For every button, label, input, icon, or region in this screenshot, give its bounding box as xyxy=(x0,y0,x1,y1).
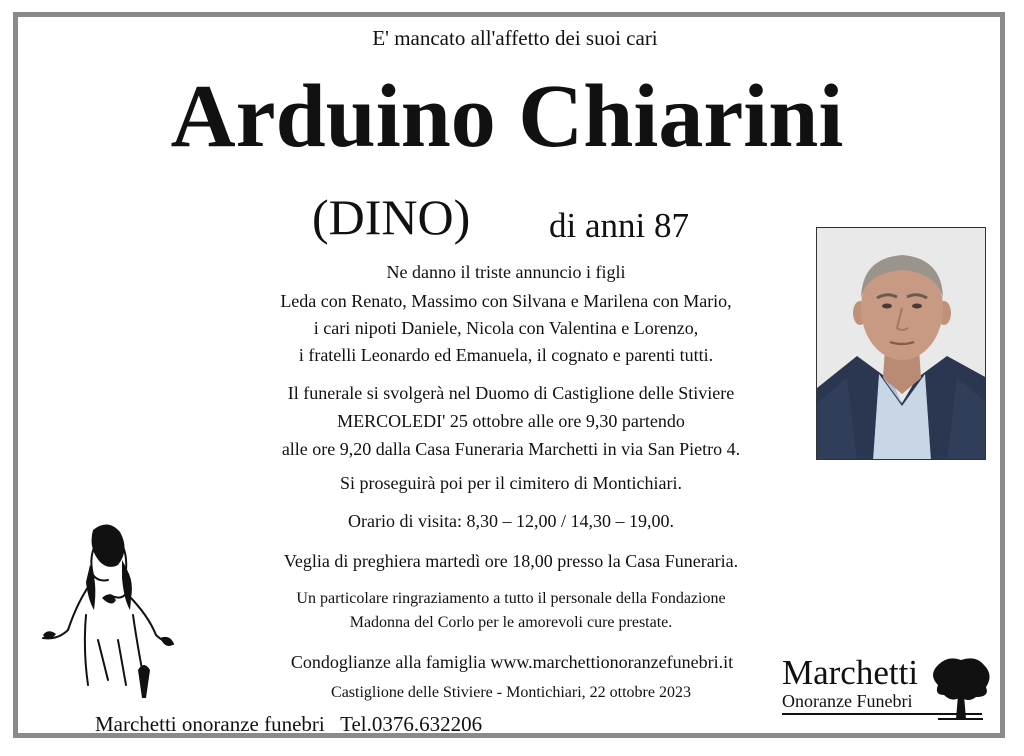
footer-contact: Marchetti onoranze funebri Tel.0376.632206 xyxy=(95,712,483,736)
cemetery-line: Si proseguirà poi per il cimitero di Montichiari. xyxy=(340,473,682,493)
logo-name: Marchetti xyxy=(782,653,919,692)
place-date: Castiglione delle Stiviere - Montichiari, 22 ottobre 2023 xyxy=(331,684,691,701)
thanks-line: Un particolare ringraziamento a tutto il personale della Fondazione xyxy=(296,590,726,607)
condolences-line: Condoglianze alla famiglia www.marchettionoranzefunebri.it xyxy=(290,652,734,672)
family-line: Leda con Renato, Massimo con Silvana e Marilena con Mario, xyxy=(280,291,732,311)
deceased-name: Arduino Chiarini xyxy=(170,67,844,166)
vigil-line: Veglia di preghiera martedì ore 18,00 presso la Casa Funeraria. xyxy=(283,551,739,571)
funeral-line: Il funerale si svolgerà nel Duomo di Castiglione delle Stiviere xyxy=(287,383,735,403)
thanks-line: Madonna del Corlo per le amorevoli cure prestate. xyxy=(349,614,673,631)
family-line: i cari nipoti Daniele, Nicola con Valentina e Lorenzo, xyxy=(313,318,699,338)
family-line: Ne danno il triste annuncio i figli xyxy=(386,262,626,282)
deceased-nickname: (DINO) xyxy=(312,189,471,245)
logo-tagline: Onoranze Funebri xyxy=(782,691,913,711)
visiting-hours: Orario di visita: 8,30 – 12,00 / 14,30 – 19,00. xyxy=(348,511,674,531)
tree-icon xyxy=(928,655,993,723)
funeral-line: MERCOLEDI' 25 ottobre alle ore 9,30 partendo xyxy=(337,411,685,431)
funeral-line: alle ore 9,20 dalla Casa Funeraria Marchetti in via San Pietro 4. xyxy=(281,439,741,459)
christ-sketch-icon xyxy=(38,520,178,700)
family-line: i fratelli Leonardo ed Emanuela, il cognato e parenti tutti. xyxy=(298,345,714,365)
intro-text: E' mancato all'affetto dei suoi cari xyxy=(372,26,658,50)
deceased-age: di anni 87 xyxy=(549,206,689,245)
deceased-photo xyxy=(816,227,986,460)
